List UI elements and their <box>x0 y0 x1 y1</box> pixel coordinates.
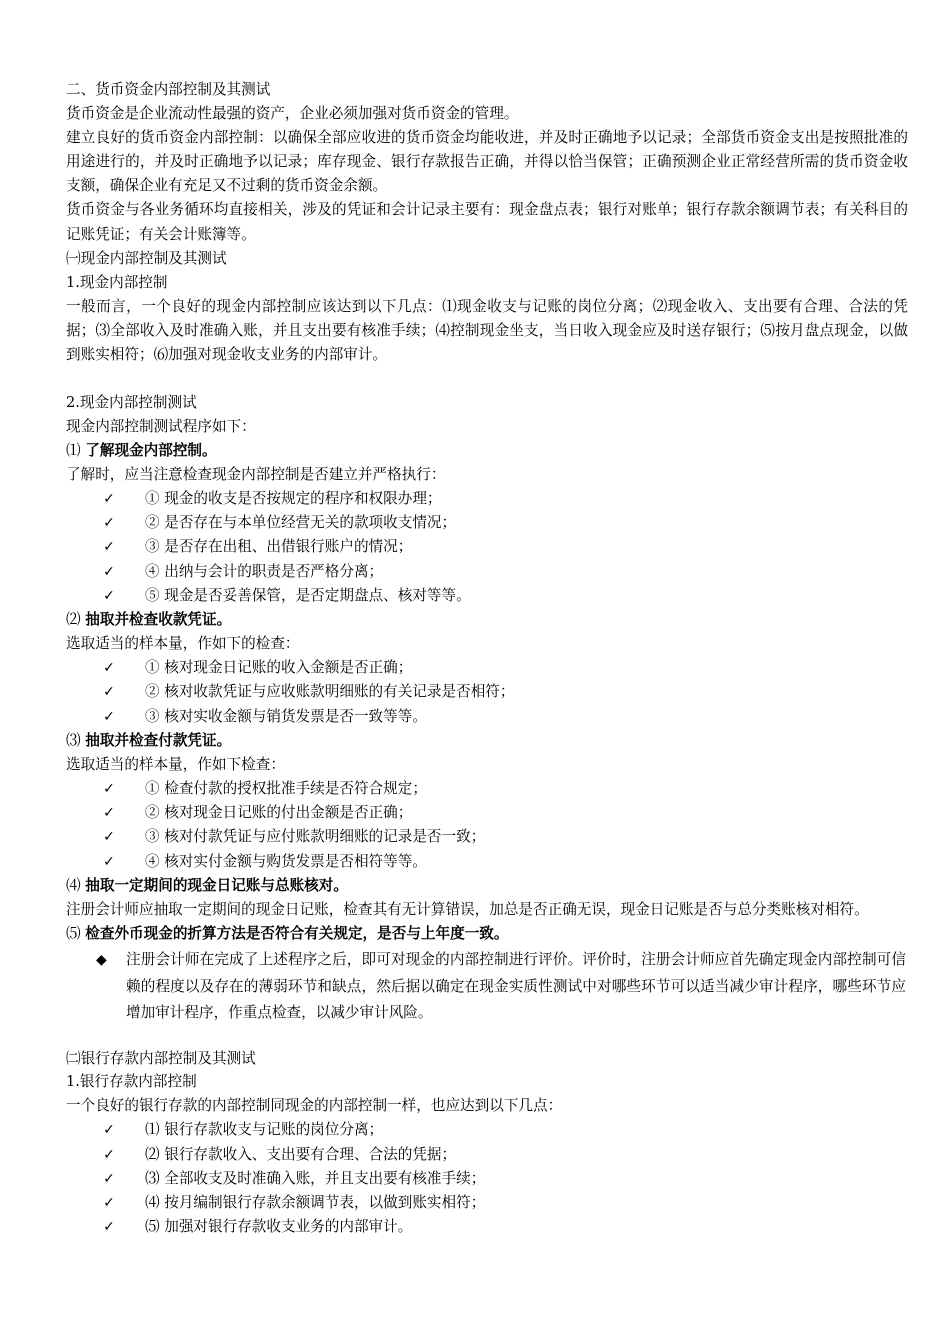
cash-sub1-heading: 1.现金内部控制 <box>66 273 168 291</box>
cash-heading: ㈠现金内部控制及其测试 <box>66 249 227 267</box>
checklist-item-text: ⑷ 按月编制银行存款余额调节表，以做到账实相符； <box>145 1194 486 1212</box>
step3-heading <box>66 729 908 753</box>
checkmark-icon: ✓ <box>103 515 115 532</box>
checklist-item-text: ④ 核对实付金额与购货发票是否相符等等。 <box>145 852 427 870</box>
step2-heading <box>66 608 908 632</box>
document-page <box>66 78 908 1240</box>
step1-intro: 了解时，应当注意检查现金内部控制是否建立并严格执行： <box>66 465 446 483</box>
diamond-bullet-icon: ◆ <box>96 952 107 969</box>
checklist-item-text: ⑶ 全部收支及时准确入账，并且支出要有核准手续； <box>145 1169 486 1187</box>
step-title: 抽取并检查付款凭证。 <box>85 732 232 750</box>
spacer <box>66 1027 908 1047</box>
step-title: 了解现金内部控制。 <box>85 442 217 460</box>
checklist-item-text: ① 现金的收支是否按规定的程序和权限办理； <box>145 489 442 507</box>
checkmark-icon: ✓ <box>103 1146 115 1163</box>
step-number: ⑴ <box>66 442 81 460</box>
spacer <box>66 367 908 391</box>
checklist-item <box>66 825 908 849</box>
step1-heading <box>66 439 908 463</box>
checklist-item-text: ⑵ 银行存款收入、支出要有合理、合法的凭据； <box>145 1145 457 1163</box>
cash-sub1-paragraph: 一般而言，一个良好的现金内部控制应该达到以下几点：⑴现金收支与记账的岗位分离；⑵现金收入、支出要有合理、合法的凭据；⑶全部收入及时准确入账，并且支出要有核准手续；⑷控制现金坐支，当日收入现金应及时送存银行；⑸按月盘点现金，以做到账实相符；⑹加强对现金收支业务的内部审计。 <box>66 297 908 364</box>
checkmark-icon: ✓ <box>103 660 115 677</box>
checklist-item-text: ④ 出纳与会计的职责是否严格分离； <box>145 562 384 580</box>
checkmark-icon: ✓ <box>103 1195 115 1212</box>
checklist-item <box>66 777 908 801</box>
section-title: 二、货币资金内部控制及其测试 <box>66 81 271 98</box>
evaluation-note <box>66 947 908 1027</box>
checklist-item-text: ③ 核对付款凭证与应付账款明细账的记录是否一致； <box>145 828 486 846</box>
step3-checklist <box>66 777 908 874</box>
checklist-item <box>66 1215 908 1239</box>
checklist-item <box>66 535 908 559</box>
checklist-item-text: ⑸ 加强对银行存款收支业务的内部审计。 <box>145 1218 413 1236</box>
checklist-item <box>66 584 908 608</box>
step-title: 抽取一定期间的现金日记账与总账核对。 <box>85 877 348 895</box>
evaluation-note-text: 注册会计师在完成了上述程序之后，即可对现金的内部控制进行评价。评价时，注册会计师应首先确定现金内部控制可信赖的程度以及存在的薄弱环节和缺点，然后据以确定在现金实质性测试中对哪些环节可以适当减少审计程序，哪些环节应增加审计程序，作重点检查，以减少审计风险。 <box>126 951 906 1022</box>
step2-intro: 选取适当的样本量，作如下的检查： <box>66 635 300 653</box>
checklist-item <box>66 487 908 511</box>
cash-sub2-intro: 现金内部控制测试程序如下： <box>66 418 256 436</box>
step-number: ⑵ <box>66 611 81 629</box>
bank-heading: ㈡银行存款内部控制及其测试 <box>66 1049 256 1067</box>
step4-heading <box>66 874 908 898</box>
checkmark-icon: ✓ <box>103 490 115 507</box>
checkmark-icon: ✓ <box>103 684 115 701</box>
checkmark-icon: ✓ <box>103 853 115 870</box>
cash-sub2-heading: 2.现金内部控制测试 <box>66 394 197 412</box>
checklist-item-text: ③ 核对实收金额与销货发票是否一致等等。 <box>145 707 427 725</box>
checklist-item <box>66 705 908 729</box>
bank-checklist <box>66 1118 908 1239</box>
checklist-item <box>66 850 908 874</box>
records-paragraph: 货币资金与各业务循环均直接相关，涉及的凭证和会计记录主要有：现金盘点表；银行对账单；银行存款余额调节表；有关科目的记账凭证；有关会计账簿等。 <box>66 201 908 243</box>
setup-paragraph: 建立良好的货币资金内部控制：以确保全部应收进的货币资金均能收进，并及时正确地予以记录；全部货币资金支出是按照批准的用途进行的，并及时正确地予以记录；库存现金、银行存款报告正确，并得以恰当保管；正确预测企业正常经营所需的货币资金收支额，确保企业有充足又不过剩的货币资金余额。 <box>66 128 908 195</box>
bank-sub1-heading: 1.银行存款内部控制 <box>66 1073 197 1091</box>
checkmark-icon: ✓ <box>103 588 115 605</box>
checklist-item-text: ① 核对现金日记账的收入金额是否正确； <box>145 659 413 677</box>
checkmark-icon: ✓ <box>103 780 115 797</box>
checkmark-icon: ✓ <box>103 829 115 846</box>
checklist-item-text: ③ 是否存在出租、出借银行账户的情况； <box>145 538 413 556</box>
step-number: ⑶ <box>66 732 81 750</box>
checklist-item-text: ② 是否存在与本单位经营无关的款项收支情况； <box>145 514 457 532</box>
checklist-item-text: ⑤ 现金是否妥善保管，是否定期盘点、核对等等。 <box>145 587 471 605</box>
step4-paragraph: 注册会计师应抽取一定期间的现金日记账，检查其有无计算错误，加总是否正确无误，现金日记账是否与总分类账核对相符。 <box>66 900 869 918</box>
checklist-item <box>66 801 908 825</box>
intro-paragraph: 货币资金是企业流动性最强的资产，企业必须加强对货币资金的管理。 <box>66 104 519 122</box>
checkmark-icon: ✓ <box>103 563 115 580</box>
checklist-item <box>66 1167 908 1191</box>
checklist-item <box>66 1143 908 1167</box>
checklist-item <box>66 511 908 535</box>
step-title: 检查外币现金的折算方法是否符合有关规定，是否与上年度一致。 <box>85 925 509 943</box>
checklist-item <box>66 560 908 584</box>
checklist-item-text: ② 核对收款凭证与应收账款明细账的有关记录是否相符； <box>145 683 515 701</box>
checkmark-icon: ✓ <box>103 708 115 725</box>
checklist-item <box>66 680 908 704</box>
checklist-item <box>66 1118 908 1142</box>
step3-intro: 选取适当的样本量，作如下检查： <box>66 755 285 773</box>
step2-checklist <box>66 656 908 729</box>
checklist-item-text: ⑴ 银行存款收支与记账的岗位分离； <box>145 1121 384 1139</box>
checklist-item-text: ① 检查付款的授权批准手续是否符合规定； <box>145 779 427 797</box>
checkmark-icon: ✓ <box>103 1122 115 1139</box>
checklist-item <box>66 656 908 680</box>
bank-sub1-intro: 一个良好的银行存款的内部控制同现金的内部控制一样，也应达到以下几点： <box>66 1097 563 1115</box>
step-title: 抽取并检查收款凭证。 <box>85 611 232 629</box>
checkmark-icon: ✓ <box>103 539 115 556</box>
step-number: ⑸ <box>66 925 81 943</box>
checklist-item <box>66 1191 908 1215</box>
checkmark-icon: ✓ <box>103 1170 115 1187</box>
checklist-item-text: ② 核对现金日记账的付出金额是否正确； <box>145 804 413 822</box>
step5-heading <box>66 922 908 946</box>
step-number: ⑷ <box>66 877 81 895</box>
checkmark-icon: ✓ <box>103 1219 115 1236</box>
checkmark-icon: ✓ <box>103 805 115 822</box>
step1-checklist <box>66 487 908 608</box>
